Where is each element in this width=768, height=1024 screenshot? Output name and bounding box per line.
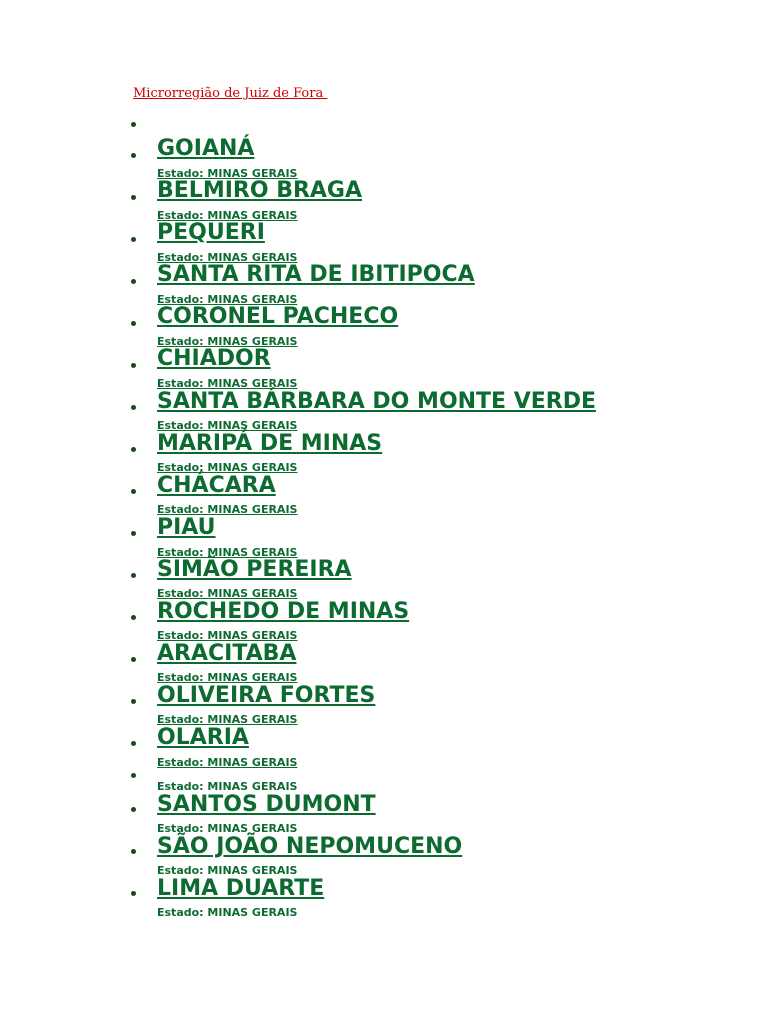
list-bullet (131, 699, 136, 704)
city-link[interactable]: SÃO JOÃO NEPOMUCENO (157, 834, 463, 859)
state-label: Estado: MINAS GERAIS (157, 629, 298, 642)
state-label: Estado: MINAS GERAIS (157, 293, 298, 306)
state-label: Estado: MINAS GERAIS (157, 546, 298, 559)
list-bullet (131, 773, 136, 778)
city-link[interactable]: GOIANÁ (157, 136, 255, 161)
state-label: Estado: MINAS GERAIS (157, 822, 298, 835)
microregion-heading-link[interactable]: Microrregião de Juiz de Fora (133, 86, 328, 101)
city-link[interactable]: CORONEL PACHECO (157, 304, 399, 329)
list-bullet (131, 447, 136, 452)
city-link[interactable]: ROCHEDO DE MINAS (157, 599, 410, 624)
state-label: Estado: MINAS GERAIS (157, 587, 298, 600)
list-bullet (131, 657, 136, 662)
state-label: Estado: MINAS GERAIS (157, 335, 298, 348)
city-link[interactable]: SANTA RITA DE IBITIPOCA (157, 262, 475, 287)
city-link[interactable]: ARACITABA (157, 641, 297, 666)
list-bullet (131, 153, 136, 158)
state-label: Estado: MINAS GERAIS (157, 419, 298, 432)
state-label: Estado: MINAS GERAIS (157, 251, 298, 264)
state-label: Estado: MINAS GERAIS (157, 713, 298, 726)
list-bullet (131, 405, 136, 410)
city-link[interactable]: CHÁCARA (157, 473, 276, 498)
list-bullet (131, 195, 136, 200)
city-link[interactable]: MARIPÁ DE MINAS (157, 431, 383, 456)
city-link[interactable]: SANTOS DUMONT (157, 792, 376, 817)
list-bullet (131, 849, 136, 854)
state-label: Estado: MINAS GERAIS (157, 906, 298, 919)
city-link[interactable]: PIAU (157, 515, 216, 540)
state-label: Estado: MINAS GERAIS (157, 780, 298, 793)
list-bullet (131, 321, 136, 326)
state-label: Estado: MINAS GERAIS (157, 503, 298, 516)
state-label: Estado: MINAS GERAIS (157, 671, 298, 684)
list-bullet (131, 237, 136, 242)
list-bullet (131, 891, 136, 896)
list-bullet (131, 807, 136, 812)
city-link[interactable]: OLARIA (157, 725, 249, 750)
city-link[interactable]: CHIADOR (157, 346, 271, 371)
city-link[interactable]: BELMIRO BRAGA (157, 178, 363, 203)
list-bullet (131, 531, 136, 536)
state-label: Estado: MINAS GERAIS (157, 864, 298, 877)
list-bullet (131, 363, 136, 368)
city-link[interactable]: SANTA BÁRBARA DO MONTE VERDE (157, 389, 597, 414)
state-label: Estado: MINAS GERAIS (157, 756, 298, 769)
state-label: Estado: MINAS GERAIS (157, 167, 298, 180)
list-bullet (131, 489, 136, 494)
city-link[interactable]: OLIVEIRA FORTES (157, 683, 376, 708)
list-bullet (131, 741, 136, 746)
list-bullet (131, 573, 136, 578)
city-link[interactable]: LIMA DUARTE (157, 876, 325, 901)
list-bullet (131, 615, 136, 620)
city-link[interactable]: PEQUERI (157, 220, 265, 245)
city-link[interactable]: SIMÃO PEREIRA (157, 557, 352, 582)
list-bullet (131, 279, 136, 284)
list-bullet (131, 122, 136, 127)
state-label: Estado: MINAS GERAIS (157, 461, 298, 474)
state-label: Estado: MINAS GERAIS (157, 377, 298, 390)
state-label: Estado: MINAS GERAIS (157, 209, 298, 222)
